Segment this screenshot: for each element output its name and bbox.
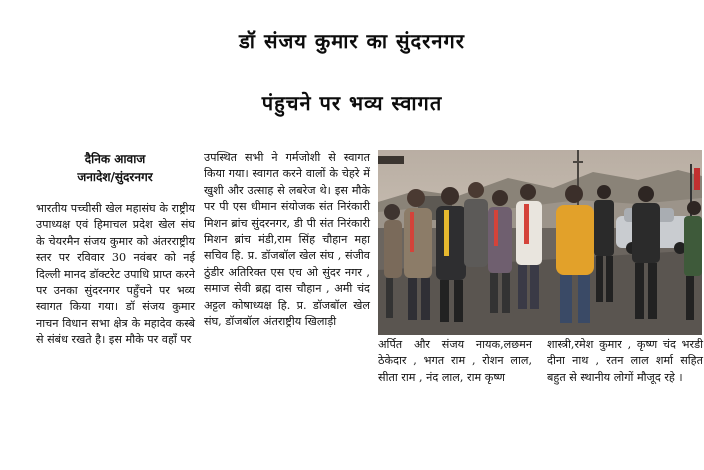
article-column-3 [378, 337, 532, 386]
article-column-4 [547, 337, 703, 386]
headline-line-1: डॉ संजय कुमार का सुंदरनगर [239, 29, 465, 53]
article-paragraph: उपस्थित सभी ने गर्मजोशी से स्वागत किया गया। स्वागत करने वालों के चेहरे में खुशी और उत्साह से लबरेज थे। इस मौके पर पी एस धीमान संयोजक संत निरंकारी मिशन ब्रांच सुंदरनगर, डी पी संत निरंकारी मिशन ब्रांच मंडी,राम सिंह चौहान महा सचिव हि. प्र. डॉजबॉल खेल संघ , संजीव ठुंडीर अतिरिक्त एस एच ओ सुंदर नगर , समाज सेवी ब्रह्म दास चौहान , अमी चंद अट्टल कोषाध्यक्ष हि. प्र. डॉजबॉल खेल संघ, डॉजबॉल अंतराष्ट्रीय खिलाड़ी [204, 151, 370, 329]
headline-line-2: पंहुचने पर भव्य स्वागत [261, 91, 443, 115]
article-column-2 [204, 150, 370, 330]
photo-illustration [378, 150, 702, 335]
article-column-1 [36, 201, 195, 349]
dateline-place: जनादेश/सुंदरनगर [77, 170, 153, 184]
article-paragraph: भारतीय पच्चीसी खेल महासंघ के राष्ट्रीय उपाध्यक्ष एवं हिमाचल प्रदेश खेल संघ के चेयरमैन संजय कुमार को अंतरराष्ट्रीय स्तर पर रविवार 30 नवंबर को नई दिल्ली मानद डॉक्टरेट उपाधि प्राप्त करने पर उनका सुंदरनगर पहुँचने पर भव्य स्वागत किया गया। डॉ संजय कुमार नाचन विधान सभा क्षेत्र के महादेव कस्बे से संबंध रखते है। इस मौके पर वहाँ पर [36, 202, 195, 347]
article-paragraph: शास्त्री,रमेश कुमार , कृष्ण चंद भरडी दीना नाथ , रतन लाल शर्मा सहित बहुत से स्थानीय लोगों मौजूद रहे । [547, 338, 703, 384]
article-paragraph: अर्पित और संजय नायक,लछमन ठेकेदार , भगत राम , रोशन लाल, सीता राम , नंद लाल, राम कृष्ण [378, 338, 532, 384]
dateline-source: दैनिक आवाज [84, 152, 146, 166]
welcome-ceremony-photo-icon [378, 150, 702, 335]
